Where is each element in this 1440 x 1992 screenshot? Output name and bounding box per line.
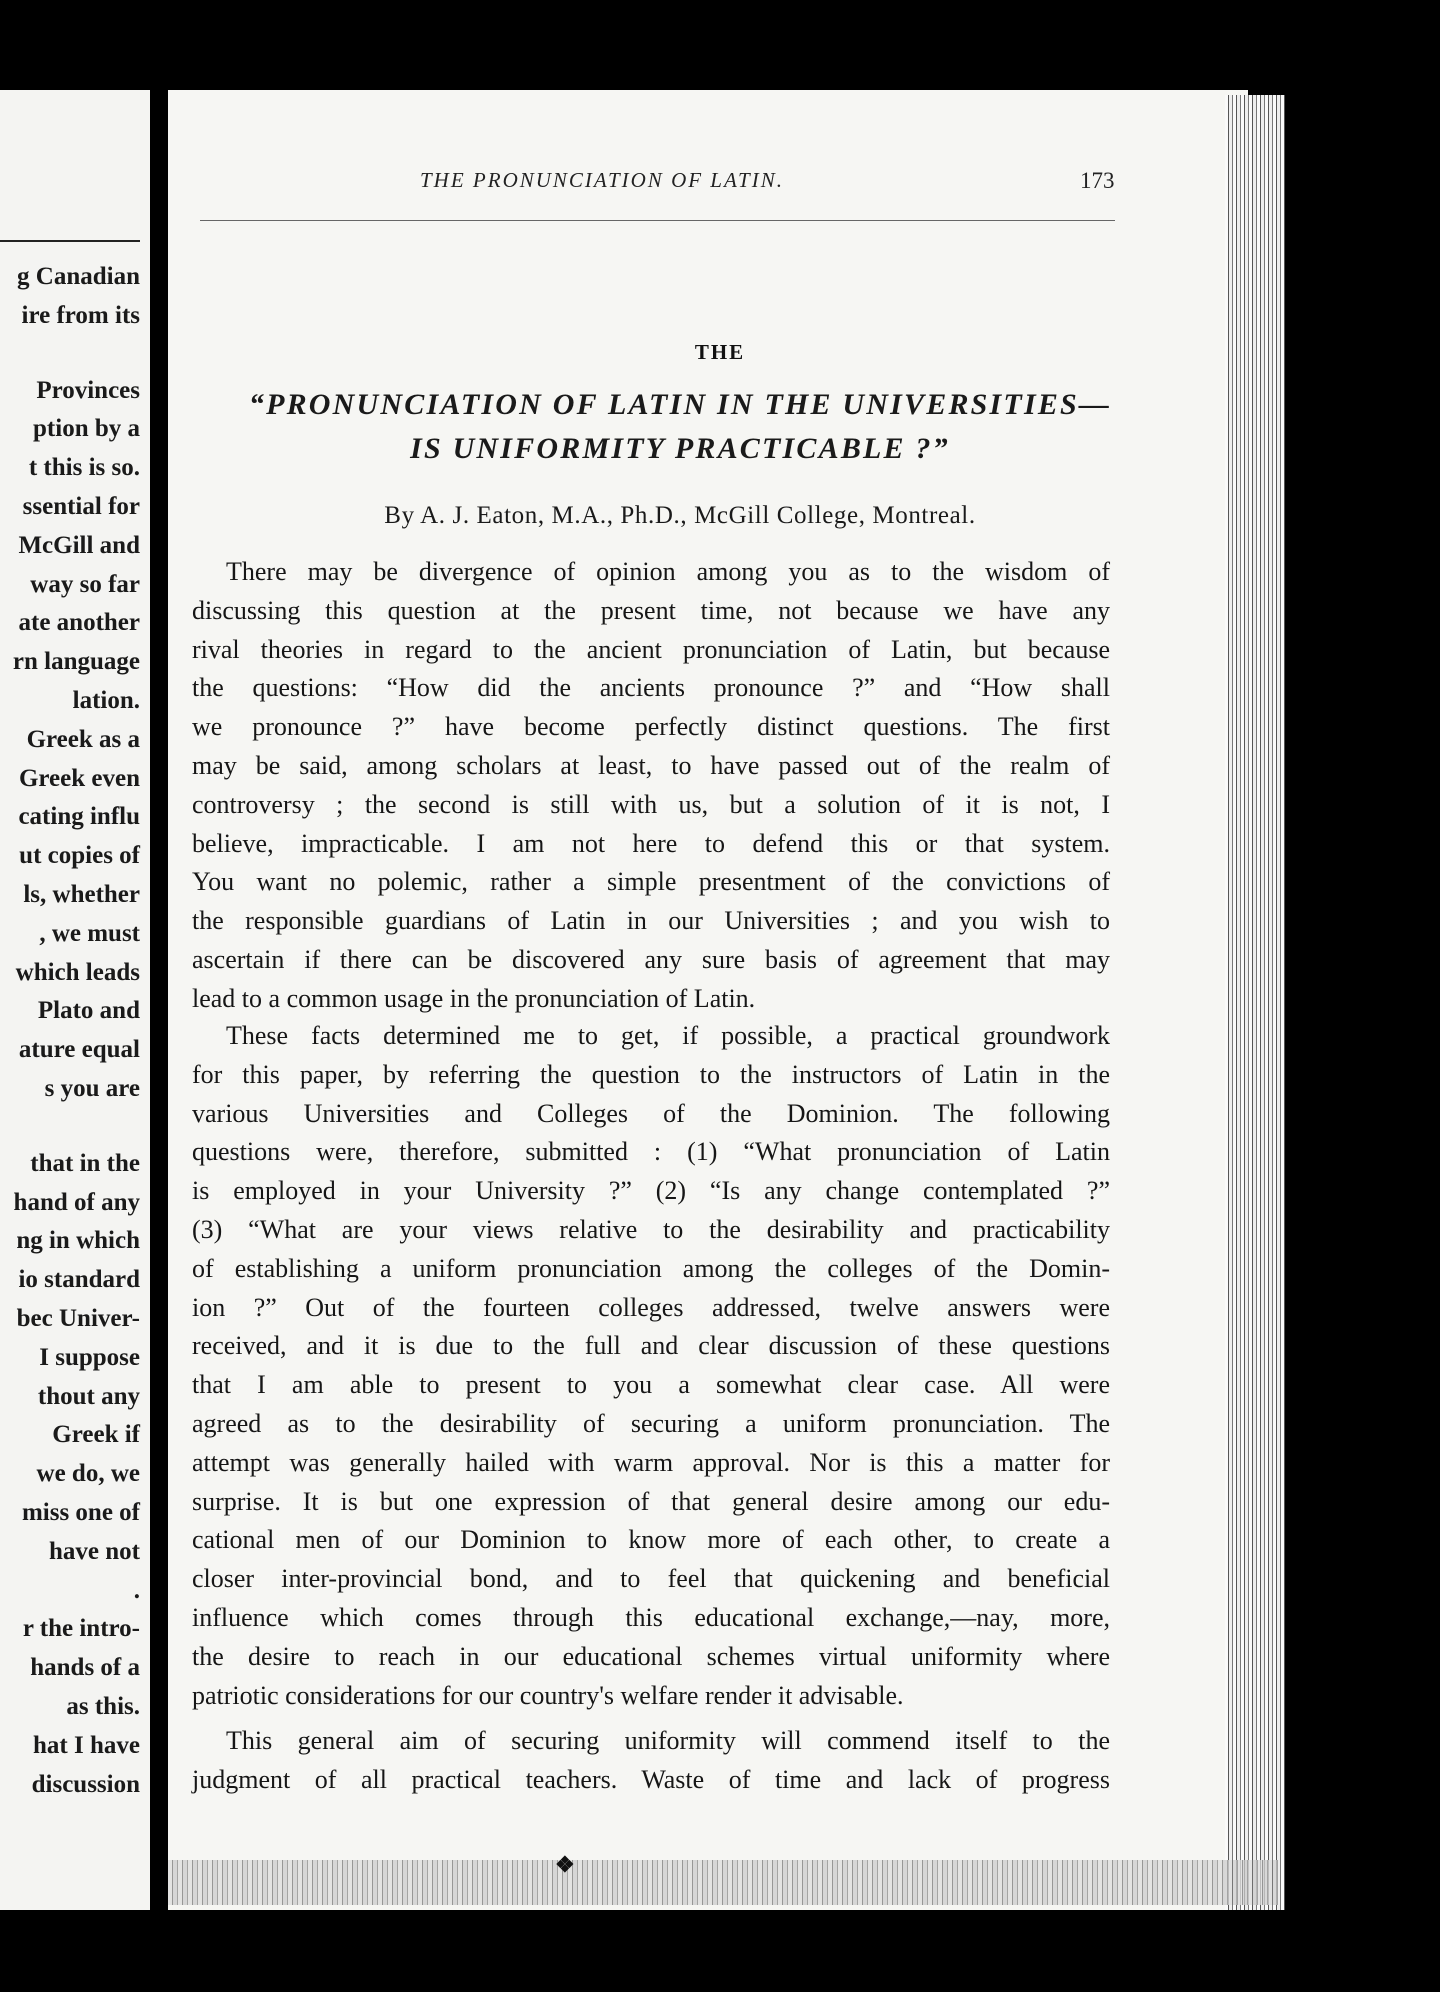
- ink-blot: ❖: [555, 1852, 575, 1877]
- article-title-line-1: “PRONUNCIATION OF LATIN IN THE UNIVERSITIES—: [248, 388, 1112, 421]
- paragraph-1-line: may be said, among scholars at least, to have passed out of the realm of: [192, 751, 1110, 780]
- previous-page-line: ssential for: [22, 493, 140, 520]
- previous-page-line: ature equal: [18, 1036, 140, 1064]
- previous-page-line: Provinces: [36, 376, 140, 404]
- previous-page-line: I suppose: [39, 1343, 140, 1371]
- article-byline: By A. J. Eaton, M.A., Ph.D., McGill College, Montreal.: [384, 502, 976, 529]
- previous-page-line: io standard: [18, 1266, 140, 1294]
- previous-page-line: Greek if: [52, 1421, 140, 1449]
- article-title-line-2: IS UNIFORMITY PRACTICABLE ?”: [410, 432, 950, 465]
- paragraph-1-line: the questions: “How did the ancients pronounce ?” and “How shall: [192, 673, 1110, 703]
- previous-page-line: discussion: [31, 1770, 140, 1798]
- page-bottom-edge: [168, 1860, 1278, 1905]
- previous-page-line: miss one of: [21, 1499, 140, 1526]
- page-edge: [1225, 95, 1285, 1910]
- paragraph-2-line: ion ?” Out of the fourteen colleges addressed, twelve answers were: [192, 1292, 1110, 1322]
- previous-page-line: ut copies of: [19, 842, 140, 870]
- previous-page-line: g Canadian: [17, 263, 140, 290]
- paragraph-2-line: received, and it is due to the full and clear discussion of these questions: [192, 1331, 1110, 1361]
- previous-page-line: that in the: [30, 1149, 140, 1177]
- page-number: 173: [1080, 168, 1115, 193]
- paragraph-1-line: There may be divergence of opinion among you as to the wisdom of: [226, 557, 1110, 586]
- previous-page-line: ption by a: [33, 415, 140, 443]
- paragraph-1-line: controversy ; the second is still with us, but a solution of it is not, I: [192, 789, 1110, 819]
- article-pre-title: THE: [694, 340, 746, 364]
- paragraph-2-line: surprise. It is but one expression of that general desire among our edu-: [192, 1486, 1110, 1516]
- previous-page-line: lation.: [72, 687, 140, 714]
- paragraph-2-line: is employed in your University ?” (2) “Is any change contemplated ?”: [192, 1176, 1110, 1206]
- paragraph-1-line: rival theories in regard to the ancient pronunciation of Latin, but because: [192, 634, 1110, 664]
- paragraph-1-line: believe, impracticable. I am not here to defend this or that system.: [192, 828, 1110, 858]
- paragraph-2-line: attempt was generally hailed with warm approval. Nor is this a matter for: [192, 1447, 1110, 1477]
- paragraph-2-line: closer inter-provincial bond, and to feel that quickening and beneficial: [192, 1564, 1110, 1594]
- previous-page-line: hands of a: [30, 1654, 140, 1682]
- previous-page-line: , we must: [39, 919, 140, 947]
- paragraph-2-line: patriotic considerations for our country's welfare render it advisable.: [192, 1680, 904, 1710]
- previous-page-line: which leads: [15, 958, 140, 986]
- paragraph-2-line: the desire to reach in our educational schemes virtual uniformity where: [192, 1641, 1110, 1671]
- previous-page-line: ls, whether: [23, 881, 140, 908]
- paragraph-2-line: questions were, therefore, submitted : (1) “What pronunciation of Latin: [192, 1137, 1110, 1167]
- paragraph-1-line: You want no polemic, rather a simple presentment of the convictions of: [192, 867, 1110, 897]
- paragraph-2-line: for this paper, by referring the question to the instructors of Latin in the: [192, 1059, 1110, 1089]
- previous-page-line: have not: [49, 1537, 140, 1565]
- previous-page-rule: [0, 240, 140, 242]
- paragraph-2-line: that I am able to present to you a somewhat clear case. All were: [192, 1370, 1110, 1400]
- previous-page-line: r the intro-: [22, 1615, 140, 1643]
- previous-page-line: cating influ: [18, 803, 140, 831]
- previous-page-line: Plato and: [37, 997, 140, 1025]
- paragraph-1-line: the responsible guardians of Latin in our Universities ; and you wish to: [192, 906, 1110, 936]
- previous-page-line: ate another: [18, 609, 140, 637]
- paragraph-2-line: agreed as to the desirability of securing a uniform pronunciation. The: [192, 1409, 1110, 1438]
- previous-page-line: bec Univer-: [16, 1305, 140, 1332]
- paragraph-2-line: (3) “What are your views relative to the desirability and practicability: [192, 1215, 1110, 1244]
- previous-page-line: .: [133, 1576, 140, 1604]
- previous-page-line: thout any: [37, 1382, 140, 1410]
- paragraph-1-line: lead to a common usage in the pronunciation of Latin.: [192, 983, 756, 1013]
- previous-page-line: ire from its: [21, 301, 140, 329]
- paragraph-1-line: discussing this question at the present time, not because we have any: [192, 595, 1110, 625]
- previous-page-line: as this.: [66, 1693, 140, 1720]
- previous-page-line: McGill and: [18, 531, 140, 559]
- previous-page-line: s you are: [44, 1075, 140, 1102]
- paragraph-3-line: judgment of all practical teachers. Waste of time and lack of progress: [192, 1764, 1110, 1794]
- paragraph-2-line: cational men of our Dominion to know more of each other, to create a: [192, 1525, 1110, 1555]
- previous-page-line: rn language: [12, 648, 140, 676]
- running-head: THE PRONUNCIATION OF LATIN.: [420, 168, 784, 192]
- paragraph-3-line: This general aim of securing uniformity will commend itself to the: [226, 1726, 1110, 1755]
- paragraph-2-line: of establishing a uniform pronunciation among the colleges of the Domin-: [192, 1253, 1110, 1283]
- paragraph-1-line: ascertain if there can be discovered any sure basis of agreement that may: [192, 945, 1110, 974]
- previous-page-line: ng in which: [16, 1227, 140, 1255]
- previous-page-line: hand of any: [13, 1188, 140, 1216]
- paragraph-2-line: These facts determined me to get, if possible, a practical groundwork: [226, 1021, 1110, 1050]
- previous-page-line: we do, we: [36, 1460, 140, 1488]
- previous-page-line: Greek as a: [26, 725, 140, 753]
- paragraph-1-line: we pronounce ?” have become perfectly distinct questions. The first: [192, 712, 1110, 742]
- paragraph-2-line: influence which comes through this educational exchange,—nay, more,: [192, 1603, 1110, 1632]
- previous-page-line: t this is so.: [28, 454, 140, 482]
- previous-page-line: Greek even: [18, 764, 140, 792]
- previous-page-line: hat I have: [33, 1731, 140, 1759]
- header-rule: [200, 220, 1115, 221]
- paragraph-2-line: various Universities and Colleges of the Dominion. The following: [192, 1098, 1110, 1128]
- previous-page-line: way so far: [30, 570, 140, 598]
